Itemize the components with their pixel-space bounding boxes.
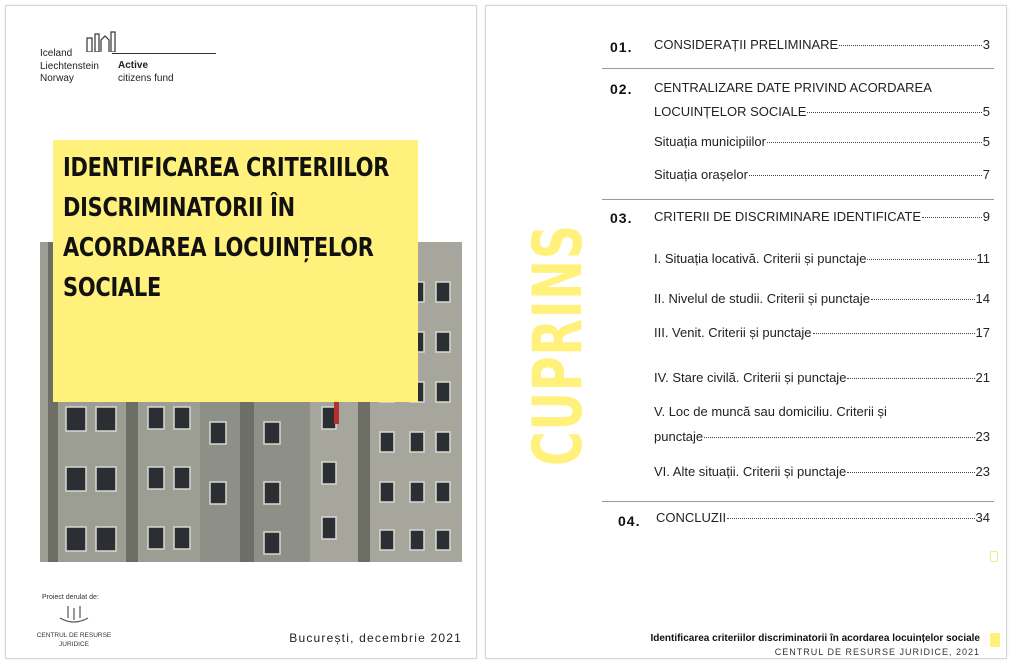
logo-country: Liechtenstein xyxy=(40,60,99,72)
section-number: 03. xyxy=(610,210,633,226)
toc-entry-page: 17 xyxy=(975,325,990,340)
toc-entry[interactable] xyxy=(656,510,990,525)
active-citizens-fund-logo xyxy=(40,30,200,90)
toc-subentry[interactable] xyxy=(654,325,990,340)
toc-entry[interactable] xyxy=(654,37,990,52)
document-title xyxy=(63,148,390,308)
toc-subentry[interactable] xyxy=(654,291,990,306)
toc-entry-page: 23 xyxy=(975,464,990,479)
toc-entry[interactable] xyxy=(654,209,990,224)
crj-logo xyxy=(34,604,114,649)
cover-page xyxy=(6,6,476,658)
toc-entry-title: LOCUINȚELOR SOCIALE xyxy=(654,104,807,119)
org-line: CENTRUL DE RESURSE xyxy=(36,632,112,639)
toc-subentry[interactable] xyxy=(654,251,990,266)
title-line: DISCRIMINATORII ÎN xyxy=(63,193,295,223)
project-label: Proiect derulat de: xyxy=(42,594,99,601)
toc-page xyxy=(486,6,1006,658)
footer-title: Identificarea criteriilor discriminatorii în acordarea locuințelor sociale xyxy=(650,633,980,644)
toc-entry-title: VI. Alte situații. Criterii și punctaje xyxy=(654,464,847,479)
page-tab-icon xyxy=(990,633,1000,647)
toc-entry-title: Situația municipiilor xyxy=(654,134,766,149)
toc-entry-page: 9 xyxy=(982,209,990,224)
crj-mark-icon xyxy=(54,604,94,624)
section-number: 02. xyxy=(610,81,633,97)
toc-entry-title: Situația orașelor xyxy=(654,167,748,182)
title-line: IDENTIFICAREA CRITERIILOR xyxy=(63,153,390,183)
toc-subentry[interactable] xyxy=(654,134,990,149)
toc-entry-page: 11 xyxy=(976,251,990,266)
title-line: ACORDAREA LOCUINȚELOR xyxy=(63,233,374,263)
logo-fund-line: Active xyxy=(118,60,149,71)
toc-entry-title: I. Situația locativă. Criterii și punctaje xyxy=(654,251,867,266)
toc-subentry[interactable] xyxy=(654,370,990,385)
toc-entry-page: 21 xyxy=(975,370,990,385)
toc-entry-title: IV. Stare civilă. Criterii și punctaje xyxy=(654,370,847,385)
toc-entry-page: 5 xyxy=(982,104,990,119)
toc-entry-title: CONSIDERAȚII PRELIMINARE xyxy=(654,37,839,52)
toc-entry-page: 3 xyxy=(982,37,990,52)
toc-entry[interactable] xyxy=(654,104,990,119)
footer-org: CENTRUL DE RESURSE JURIDICE, 2021 xyxy=(774,647,980,657)
toc-entry-page: 34 xyxy=(975,510,990,525)
logo-country: Norway xyxy=(40,73,74,84)
toc-entry-title: III. Venit. Criterii și punctaje xyxy=(654,325,812,340)
toc-entry-title[interactable]: CENTRALIZARE DATE PRIVIND ACORDAREA xyxy=(654,80,932,95)
toc-entry-title[interactable]: V. Loc de muncă sau domiciliu. Criterii și xyxy=(654,404,887,419)
toc-entry-title: CONCLUZII xyxy=(656,510,727,525)
logo-country: Iceland xyxy=(40,48,73,59)
toc-entry-page: 14 xyxy=(975,291,990,306)
section-number: 01. xyxy=(610,39,633,55)
toc-heading: CUPRINS xyxy=(519,224,598,467)
toc-entry-title: punctaje xyxy=(654,429,704,444)
org-line: JURIDICE xyxy=(59,641,89,648)
toc-subentry[interactable] xyxy=(654,429,990,444)
toc-entry-title: CRITERII DE DISCRIMINARE IDENTIFICATE xyxy=(654,209,921,224)
toc-subentry[interactable] xyxy=(654,167,990,182)
section-number: 04. xyxy=(618,513,641,529)
logo-fund-line: citizens fund xyxy=(118,72,174,84)
toc-subentry[interactable] xyxy=(654,464,990,479)
title-box xyxy=(53,140,418,402)
toc-entry-page: 5 xyxy=(982,134,990,149)
toc-entry-page: 23 xyxy=(975,429,990,444)
toc-entry-title: II. Nivelul de studii. Criterii și punctaje xyxy=(654,291,871,306)
place-date: București, decembrie 2021 xyxy=(289,631,462,645)
page-marker-icon xyxy=(990,551,998,562)
title-line: SOCIALE xyxy=(63,273,162,303)
toc-entry-page: 7 xyxy=(982,167,990,182)
